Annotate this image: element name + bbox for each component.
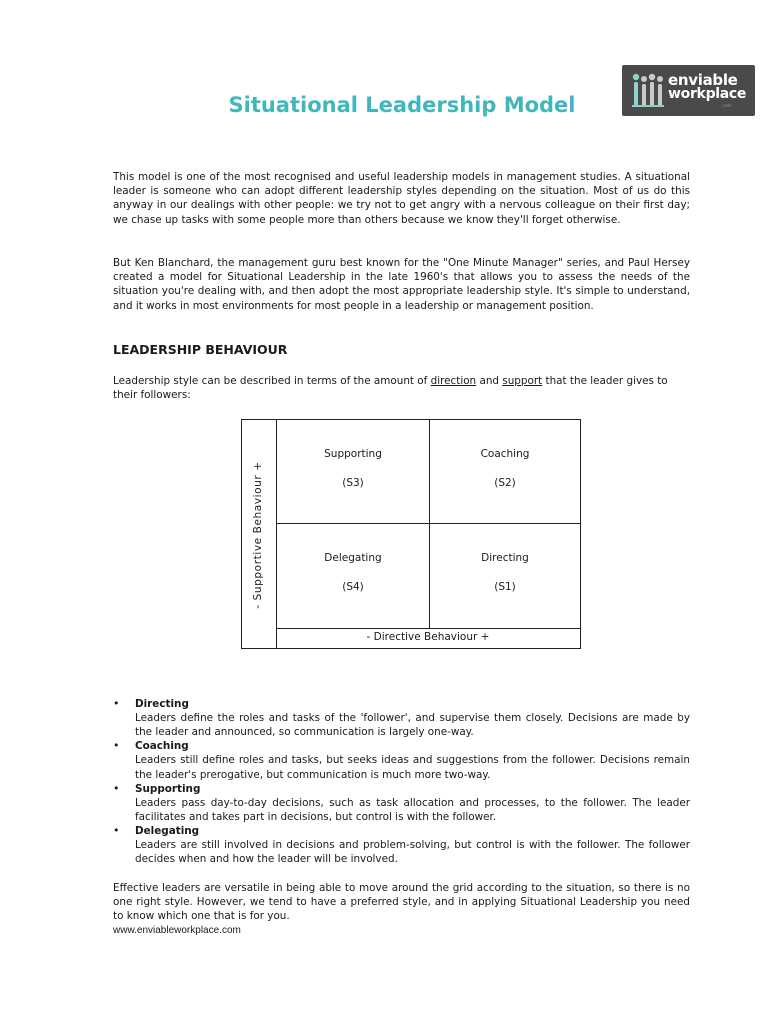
style-sentence: [113, 374, 673, 402]
quadrant-code: (S1): [494, 581, 516, 593]
quadrant-label: Supporting: [324, 448, 382, 460]
bullet-icon: •: [113, 781, 120, 795]
list-item: [113, 782, 690, 824]
directive-behaviour-axis-label: - Directive Behaviour +: [366, 631, 490, 643]
leadership-styles-list: [113, 697, 690, 867]
grid-middle-line: [276, 523, 580, 524]
quadrant-code: (S3): [342, 477, 364, 489]
list-item: [113, 697, 690, 739]
grid-axis-line: [276, 420, 277, 648]
supportive-behaviour-axis-label: - Supportive Behaviour +: [252, 461, 264, 609]
style-sentence-before: Leadership style can be described in terms of the amount of: [113, 375, 431, 387]
page-title: Situational Leadership Model: [228, 93, 576, 117]
support-term: support: [502, 375, 543, 387]
style-description: Leaders are still involved in decisions and problem-solving, but control is with the follower. The follower decides when and how the leader will be involved.: [135, 839, 690, 866]
section-heading: LEADERSHIP BEHAVIOUR: [113, 342, 288, 357]
bullet-icon: •: [113, 739, 120, 753]
list-item: [113, 824, 690, 866]
style-title: Coaching: [135, 740, 189, 753]
style-description: Leaders pass day-to-day decisions, such as task allocation and processes, to the follower. The leader facilitates and takes part in decisions, but control is with the follower.: [135, 796, 690, 824]
style-description: Leaders still define roles and tasks, but seeks ideas and suggestions from the follower. Decisions remain the leader's prerogative, but communication is much more two-way.: [135, 754, 690, 781]
footer-url[interactable]: www.enviableworkplace.com: [113, 925, 241, 936]
style-sentence-after: that the leader gives to their followers:: [113, 375, 668, 402]
quadrant-delegating: [278, 552, 428, 593]
bullet-icon: •: [113, 824, 120, 838]
intro-paragraph-1: This model is one of the most recognised and useful leadership models in management studies. A situational leader is someone who can adopt different leadership styles depending on the situation. Most of us do this anyway in our dealings with other people: we try not to get angry with a nervous colleague on their first day; we chase up tasks with some people more than others because we know they'll forget otherwise.: [113, 171, 690, 226]
leadership-grid: [241, 419, 581, 649]
quadrant-code: (S4): [342, 581, 364, 593]
quadrant-directing: [430, 552, 580, 593]
style-description: Leaders define the roles and tasks of the 'follower', and supervise them closely. Decisions are made by the leader and announced, so communication is largely one-way.: [135, 712, 690, 739]
quadrant-label: Directing: [481, 552, 529, 564]
style-sentence-middle: and: [476, 375, 503, 387]
bullet-icon: •: [113, 697, 120, 710]
logo-line-2: workplace: [668, 86, 747, 102]
quadrant-supporting: [278, 448, 428, 489]
quadrant-code: (S2): [494, 477, 516, 489]
quadrant-label: Coaching: [480, 448, 530, 460]
style-title: Delegating: [135, 825, 200, 838]
style-title: Supporting: [135, 782, 201, 795]
quadrant-coaching: [430, 448, 580, 489]
grid-x-axis-line: [276, 628, 580, 629]
logo-line-1: enviable: [668, 71, 738, 89]
closing-paragraph: Effective leaders are versatile in being able to move around the grid according to the situation, so there is no one right style. However, we tend to have a preferred style, and in applying Situational Leadership you need to know which one that is for you.: [113, 882, 690, 923]
intro-paragraph-2: But Ken Blanchard, the management guru best known for the "One Minute Manager" series, and Paul Hersey created a model for Situational Leadership in the late 1960's that allows you to assess the needs of the situation you're dealing with, and then adopt the most appropriate leadership style. It's simple to understand, and it works in most environments for most people in a leadership or management position.: [113, 257, 690, 312]
list-item: [113, 739, 690, 781]
logo-line-3: .com: [722, 103, 732, 108]
direction-term: direction: [430, 375, 477, 387]
quadrant-label: Delegating: [324, 552, 382, 564]
style-title: Directing: [135, 698, 189, 710]
